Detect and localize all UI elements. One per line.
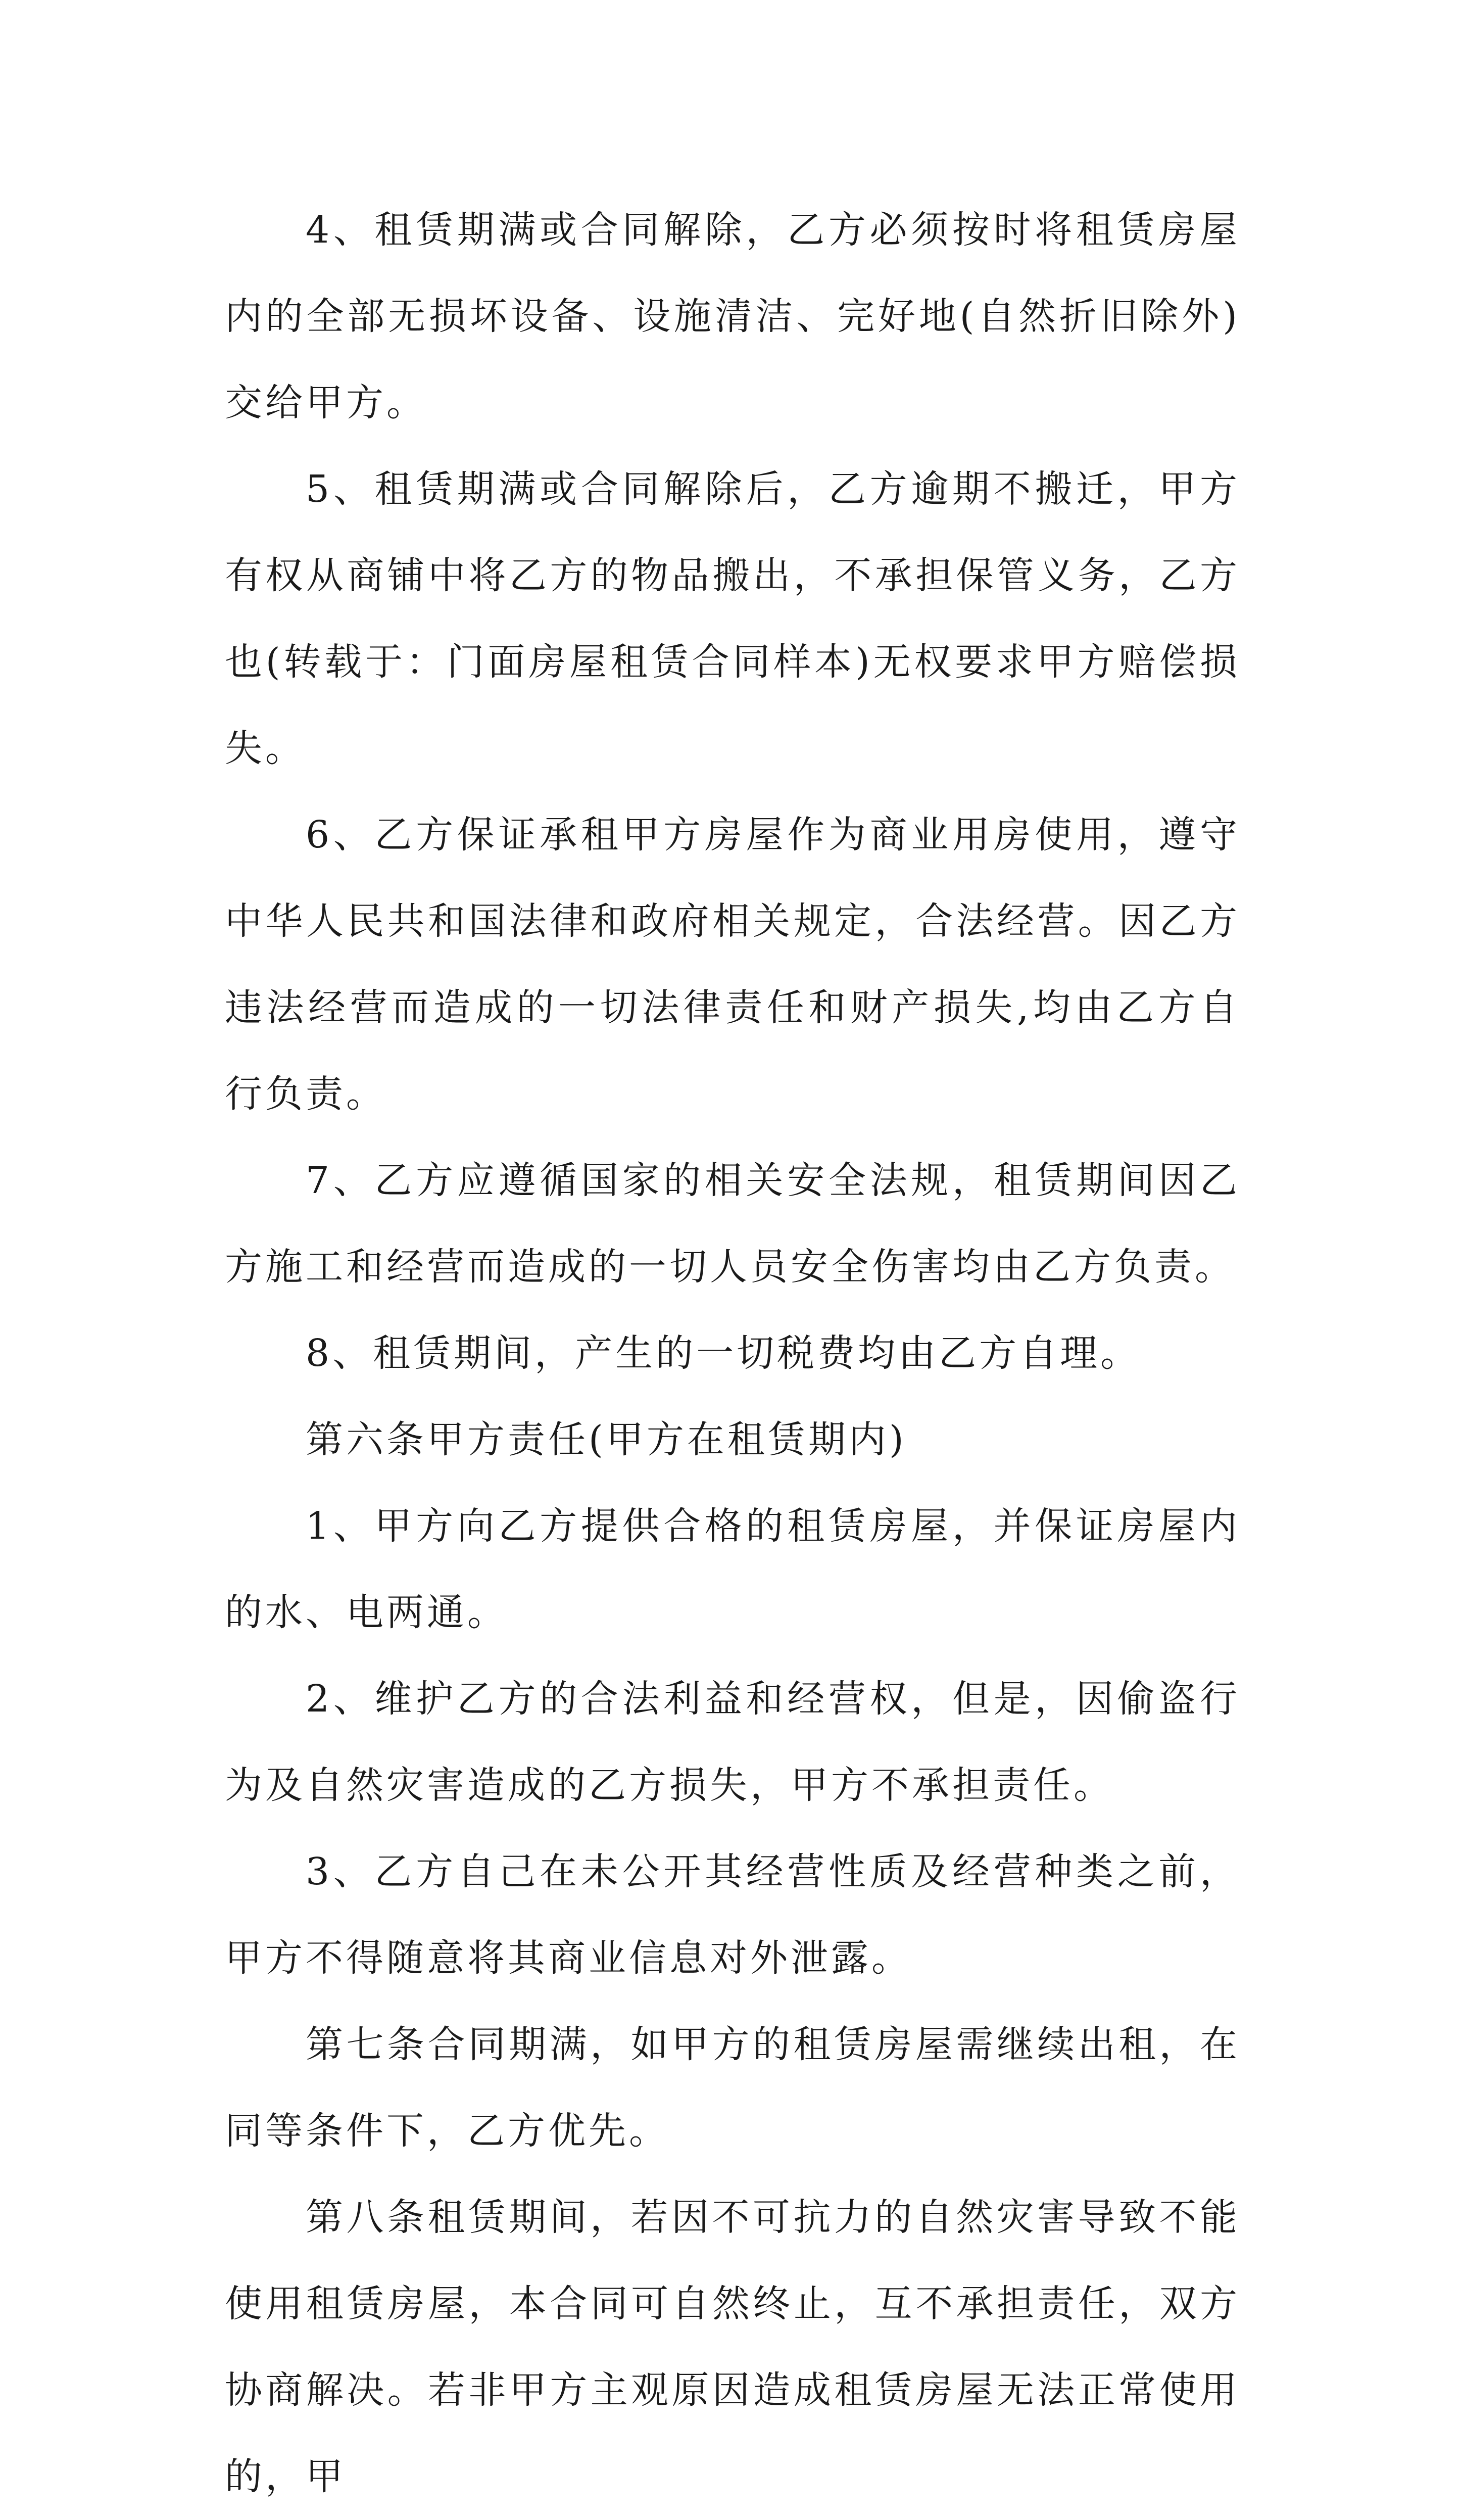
paragraph-article-8: 第八条租赁期间，若因不可抗力的自然灾害导致不能使用租赁房屋，本合同可自然终止，互不承担责任，双方协商解决。若非甲方主观原因造成租赁房屋无法正常使用的，甲 — [225, 2196, 1240, 2498]
paragraph-lessor-1: 1、甲方向乙方提供合格的租赁房屋，并保证房屋内的水、电两通。 — [225, 1504, 1240, 1634]
paragraph-article-7: 第七条合同期满，如甲方的租赁房屋需继续出租，在同等条件下，乙方优先。 — [225, 2023, 1240, 2153]
paragraph-item-4: 4、租赁期满或合同解除，乙方必须按时将租赁房屋内的全部无损坏设备、设施清洁、完好地(自然折旧除外)交给甲方。 — [225, 208, 1240, 424]
paragraph-item-8: 8、租赁期间，产生的一切税费均由乙方自理。 — [306, 1332, 1141, 1375]
document-body — [225, 187, 1240, 2520]
paragraph-lessor-3: 3、乙方自己在未公开其经营性质及经营种类之前，甲方不得随意将其商业信息对外泄露。 — [225, 1850, 1240, 1980]
paragraph-lessor-2: 2、维护乙方的合法利益和经营权，但是，因偷盗行为及自然灾害造成的乙方损失，甲方不承担责任。 — [225, 1677, 1240, 1807]
paragraph-item-5: 5、租赁期满或合同解除后，乙方逾期不搬迁，甲方有权从商铺中将乙方的物品搬出，不承担保管义务，乙方也(转载于：门面房屋租赁合同样本)无权要求甲方赔偿损失。 — [225, 467, 1240, 770]
paragraph-item-6: 6、乙方保证承租甲方房屋作为商业用房使用，遵守中华人民共和国法律和政府相关规定，合法经营。因乙方违法经营而造成的一切法律责任和财产损失,均由乙方自行负责。 — [225, 813, 1240, 1116]
section-heading-article-6: 第六条甲方责任(甲方在租赁期内) — [306, 1418, 907, 1461]
paragraph-item-7: 7、乙方应遵循国家的相关安全法规，租赁期间因乙方施工和经营而造成的一切人员安全伤害均由乙方负责。 — [225, 1159, 1240, 1289]
